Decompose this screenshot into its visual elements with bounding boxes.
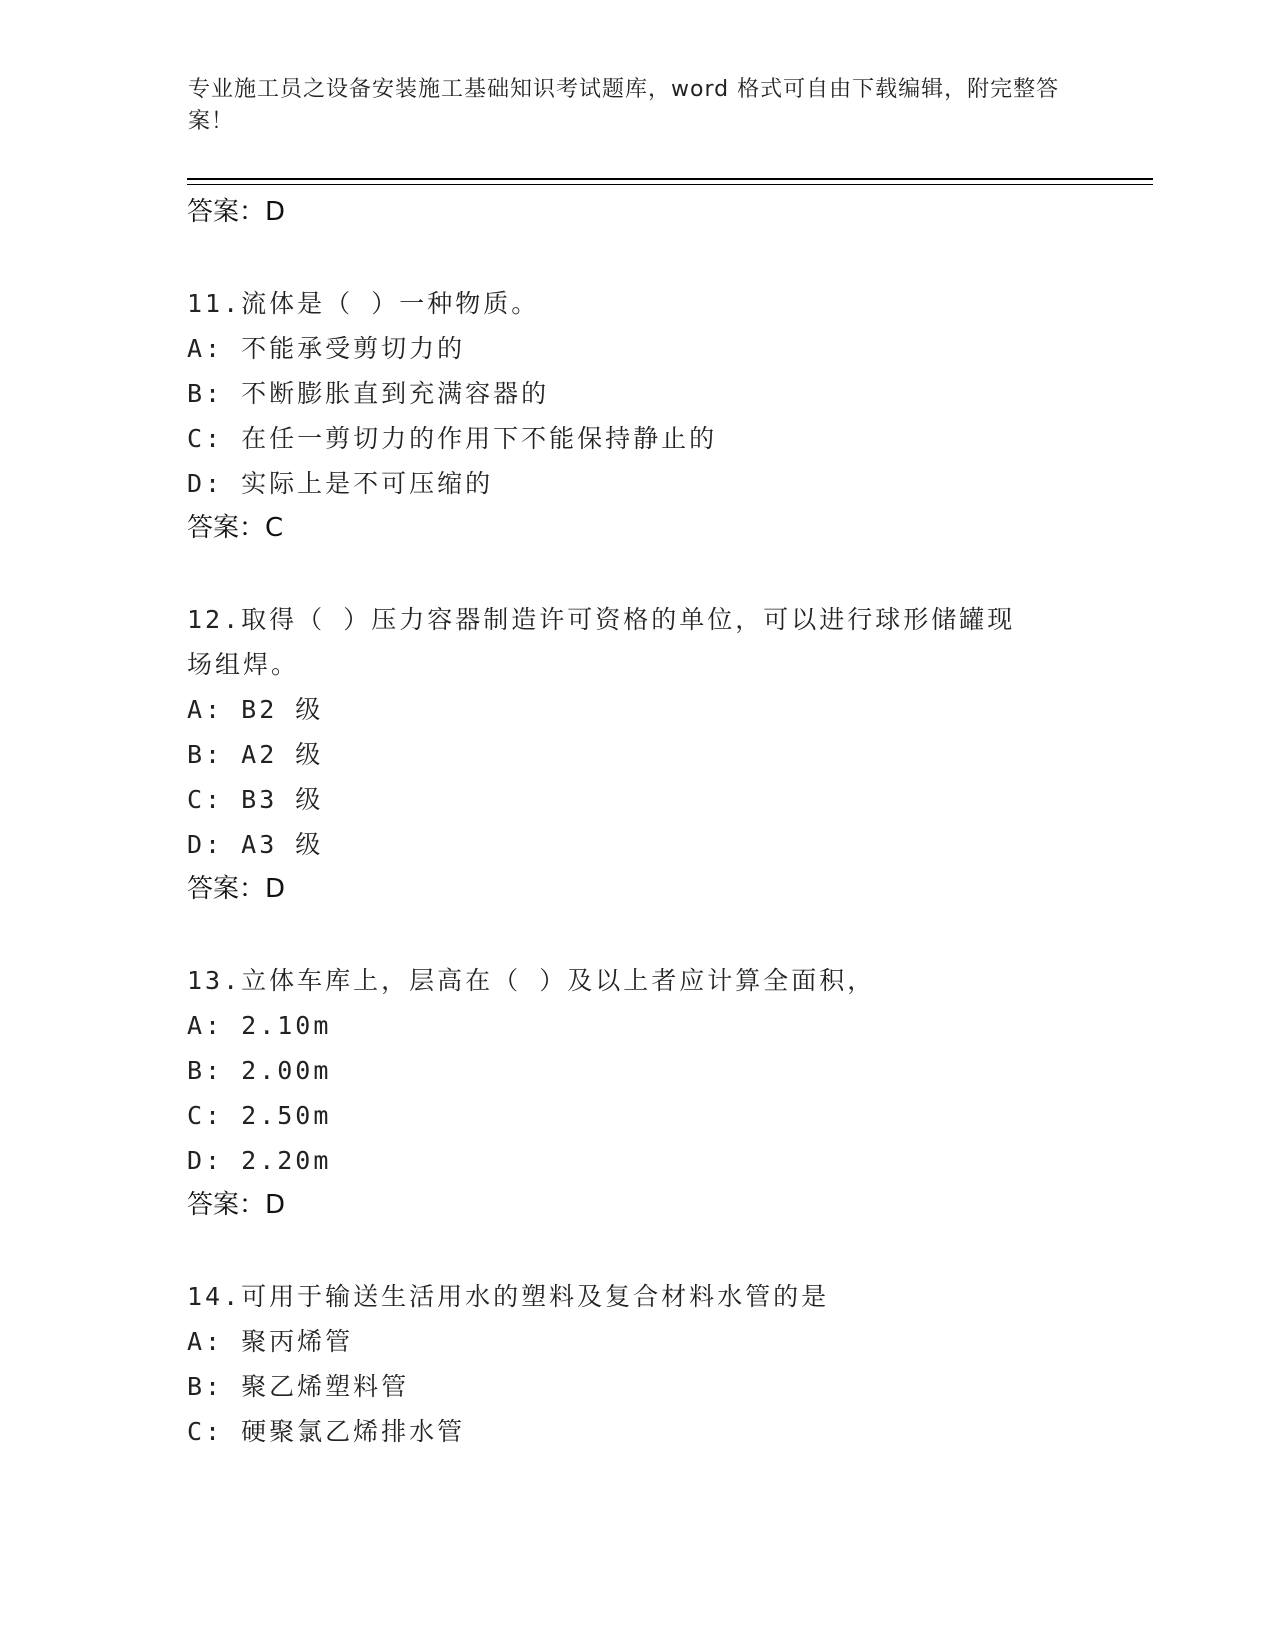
option-b: B: A2 级 (187, 740, 324, 769)
answer-line: 答案：D (187, 874, 286, 904)
question-stem: 12.取得（ ）压力容器制造许可资格的单位，可以进行球形储罐现场组焊。 (187, 605, 1016, 679)
answer-line: 答案：D (187, 197, 286, 227)
header-rule-thin (187, 184, 1153, 185)
question-14 (187, 1274, 1087, 1454)
option-d: D: 实际上是不可压缩的 (187, 469, 494, 498)
block-spacer (187, 235, 1087, 281)
question-stem: 14.可用于输送生活用水的塑料及复合材料水管的是 (187, 1282, 830, 1311)
option-c: C: 硬聚氯乙烯排水管 (187, 1417, 466, 1446)
option-b: B: 2.00m (187, 1056, 332, 1085)
option-d: D: A3 级 (187, 830, 324, 859)
header-rule-thick (187, 178, 1153, 180)
answer-line: 答案：D (187, 1190, 286, 1220)
option-d: D: 2.20m (187, 1146, 332, 1175)
question-stem: 11.流体是（ ）一种物质。 (187, 289, 540, 318)
answer-line: 答案：C (187, 513, 284, 543)
option-b: B: 聚乙烯塑料管 (187, 1372, 410, 1401)
question-stem: 13.立体车库上，层高在（ ）及以上者应计算全面积， (187, 966, 876, 995)
block-spacer (187, 551, 1087, 597)
option-a: A: B2 级 (187, 695, 324, 724)
question-11 (187, 281, 1087, 551)
block-spacer (187, 1228, 1087, 1274)
question-12 (187, 597, 1087, 912)
option-a: A: 2.10m (187, 1011, 332, 1040)
question-13 (187, 958, 1087, 1228)
option-a: A: 聚丙烯管 (187, 1327, 354, 1356)
option-a: A: 不能承受剪切力的 (187, 334, 466, 363)
option-b: B: 不断膨胀直到充满容器的 (187, 379, 550, 408)
block-spacer (187, 912, 1087, 958)
option-c: C: B3 级 (187, 785, 324, 814)
document-body (187, 190, 1087, 1454)
document-header: 专业施工员之设备安装施工基础知识考试题库，word 格式可自由下载编辑，附完整答案！ (188, 77, 1060, 134)
option-c: C: 在任一剪切力的作用下不能保持静止的 (187, 424, 718, 453)
option-c: C: 2.50m (187, 1101, 332, 1130)
